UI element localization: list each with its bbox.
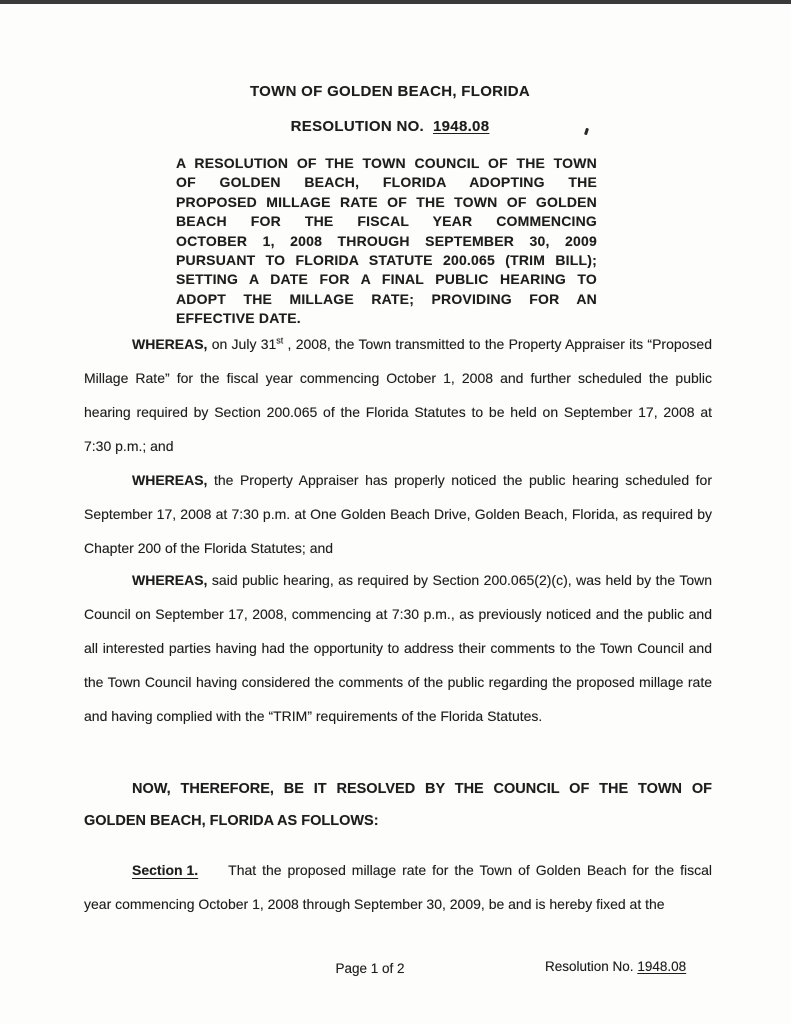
footer-resolution-label: Resolution No. [545, 959, 634, 974]
subject-line: A RESOLUTION OF THE TOWN COUNCIL OF THE TOWN [176, 155, 597, 171]
footer-resolution-number: 1948.08 [637, 959, 687, 974]
whereas-paragraph-2 [84, 463, 712, 565]
ordinal-superscript: st [276, 335, 284, 346]
section-1-paragraph [84, 853, 712, 921]
whereas-paragraph-1 [84, 327, 712, 463]
whereas1-text-pre: on July 31 [207, 336, 277, 352]
document-title: TOWN OF GOLDEN BEACH, FLORIDA [249, 83, 531, 100]
resolved-clause: NOW, THEREFORE, BE IT RESOLVED BY THE COUNCIL OF THE TOWN OF GOLDEN BEACH, FLORIDA AS FOLLOWS: [84, 781, 712, 829]
resolution-number: 1948.08 [433, 118, 490, 135]
section-1-label: Section 1. [132, 862, 199, 878]
whereas2-text: the Property Appraiser has properly noticed the public hearing scheduled for September 17, 2008 at 7:30 p.m. at One Golden Beach Drive, Golden Beach, Florida, as required by Chapter 200 of the Florida Statutes; and [84, 472, 712, 556]
subject-line: EFFECTIVE DATE. [176, 310, 301, 327]
resolution-number-heading [0, 118, 780, 135]
subject-line: ADOPT THE MILLAGE RATE; PROVIDING FOR AN [176, 290, 597, 307]
whereas-lead: WHEREAS, [132, 472, 208, 488]
subject-line: PROPOSED MILLAGE RATE OF THE TOWN OF GOLDEN [176, 193, 597, 210]
whereas-lead: WHEREAS, [132, 572, 208, 588]
subject-line: BEACH FOR THE FISCAL YEAR COMMENCING [176, 213, 597, 230]
whereas-lead: WHEREAS, [132, 336, 208, 352]
whereas1-text-post: , 2008, the Town transmitted to the Property Appraiser its “Proposed Millage Rate” for the fiscal year commencing October 1, 2008 and further scheduled the public hearing required by Section 200.065 of the Florida Statutes to be held on September 17, 2008 at 7:30 p.m.; and [84, 336, 712, 454]
subject-line: SETTING A DATE FOR A FINAL PUBLIC HEARING TO [176, 271, 597, 288]
subject-line: PURSUANT TO FLORIDA STATUTE 200.065 (TRIM BILL); [176, 252, 597, 269]
subject-line: OF GOLDEN BEACH, FLORIDA ADOPTING THE [176, 174, 597, 191]
footer-resolution-reference [545, 959, 686, 974]
page-number-indicator: Page 1 of 2 [335, 961, 405, 976]
subject-line: OCTOBER 1, 2008 THROUGH SEPTEMBER 30, 2009 [176, 232, 597, 249]
whereas-paragraph-3 [84, 563, 712, 733]
whereas3-text: said public hearing, as required by Section 200.065(2)(c), was held by the Town Council on September 17, 2008, commencing at 7:30 p.m., as previously noticed and the public and all interested parties having had the opportunity to address their comments to the Town Council and the Town Council having considered the comments of the public regarding the proposed millage rate and having complied with the “TRIM” requirements of the Florida Statutes. [84, 572, 712, 724]
section-1-text: That the proposed millage rate for the Town of Golden Beach for the fiscal year commencing October 1, 2008 through September 30, 2009, be and is hereby fixed at the [84, 862, 712, 912]
scan-edge-bar [0, 0, 791, 4]
resolution-label: RESOLUTION NO. [290, 118, 425, 135]
resolution-subject-block [176, 154, 597, 329]
